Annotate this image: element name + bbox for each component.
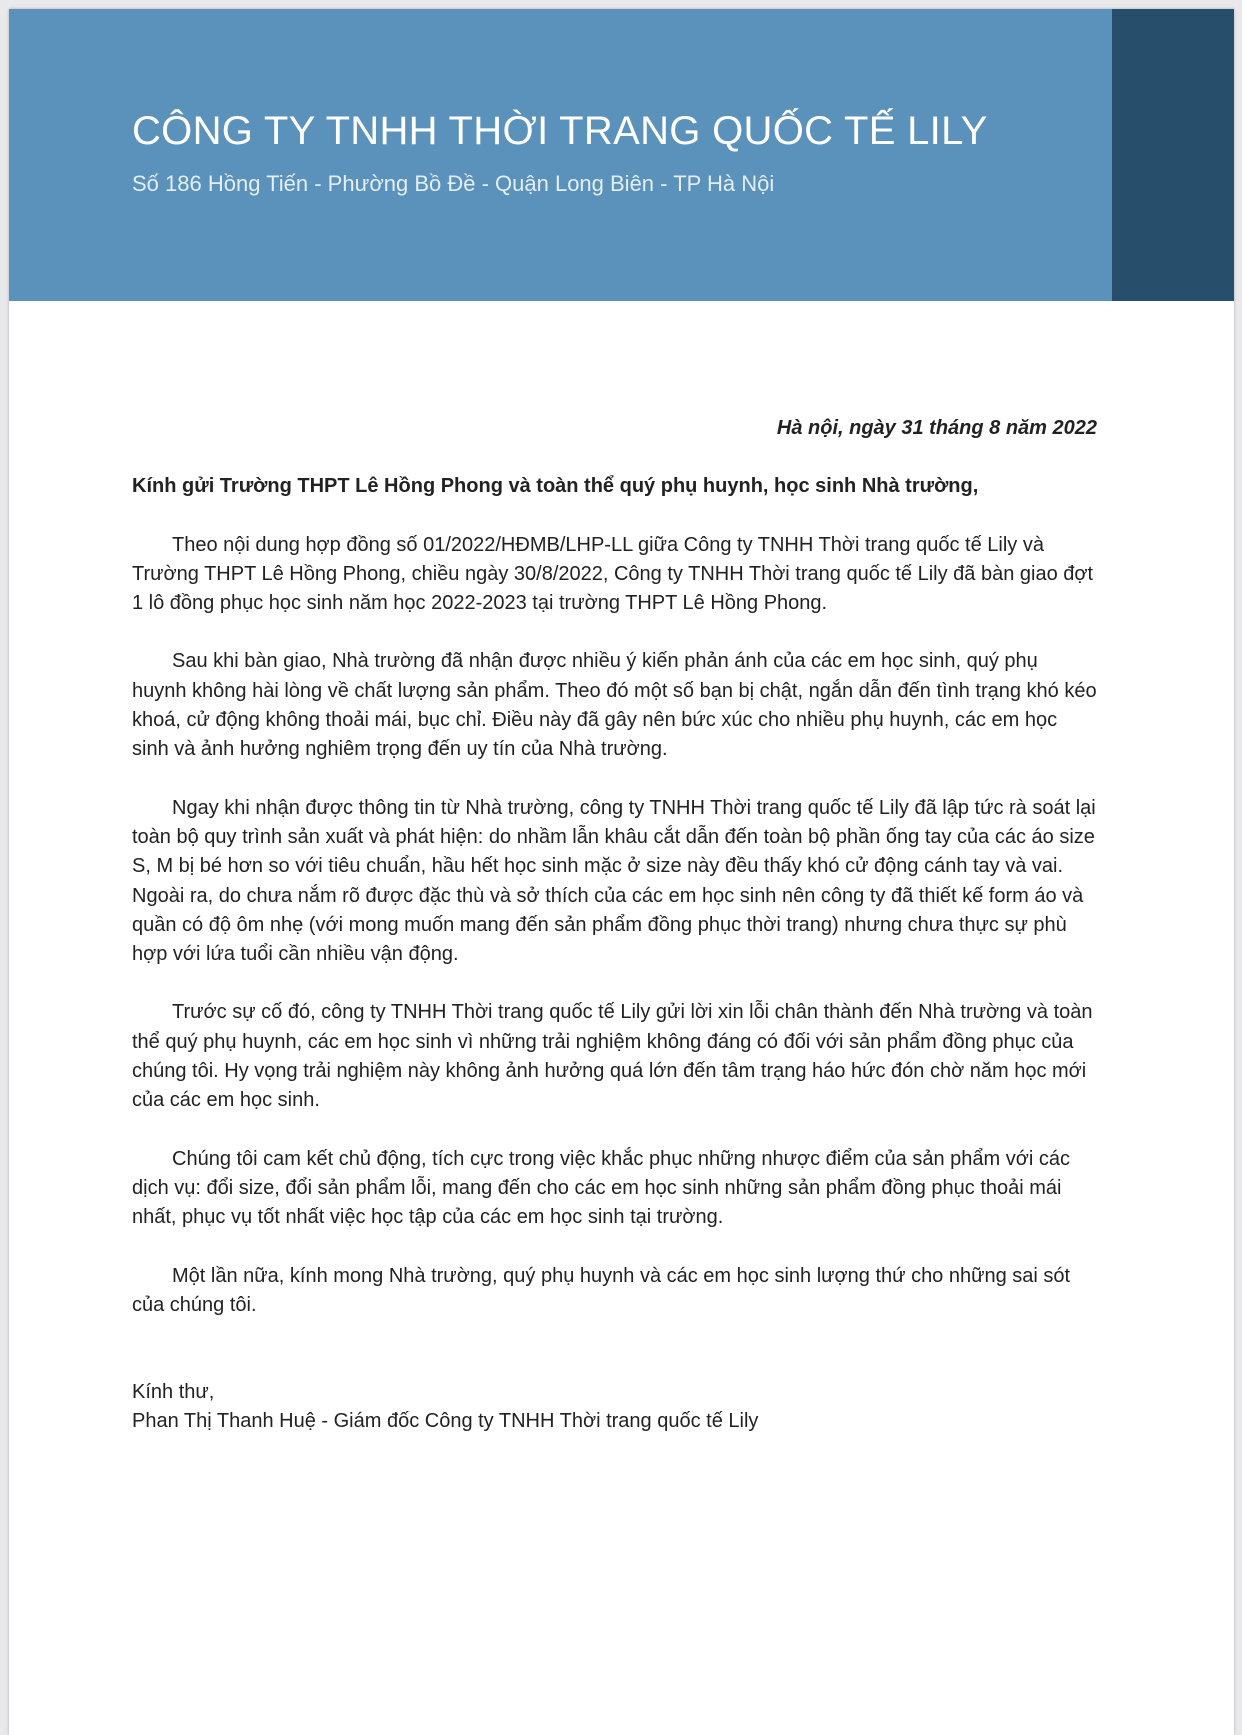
letter-closing: Kính thư, <box>132 1381 215 1404</box>
paragraph-apology: Trước sự cố đó, công ty TNHH Thời trang quốc tế Lily gửi lời xin lỗi chân thành đến Nhà trường và toàn thể quý phụ huynh, các em học sinh vì những trải nghiệm không đáng có đối với sản phẩm đồng phục của chúng tôi. Hy vọng trải nghiệm này không ảnh hưởng quá lớn đến tâm trạng háo hức đón chờ năm học mới của các em học sinh. <box>132 1001 1093 1112</box>
document-page <box>9 9 1234 1735</box>
letter-date: Hà nội, ngày 31 tháng 8 năm 2022 <box>776 417 1097 439</box>
letter-salutation: Kính gửi Trường THPT Lê Hồng Phong và toàn thể quý phụ huynh, học sinh Nhà trường, <box>132 475 979 498</box>
letter-body <box>132 414 1097 1437</box>
letterhead-banner <box>9 9 1234 301</box>
paragraph-final-apology: Một lần nữa, kính mong Nhà trường, quý phụ huynh và các em học sinh lượng thứ cho những sai sót của chúng tôi. <box>132 1264 1071 1316</box>
paragraph-complaints: Sau khi bàn giao, Nhà trường đã nhận được nhiều ý kiến phản ánh của các em học sinh, quý phụ huynh không hài lòng về chất lượng sản phẩm. Theo đó một số bạn bị chật, ngắn dẫn đến tình trạng khó kéo khoá, cử động không thoải mái, bục chỉ. Điều này đã gây nên bức xúc cho nhiều phụ huynh, các em học sinh và ảnh hưởng nghiêm trọng đến uy tín của Nhà trường. <box>132 650 1097 761</box>
letter-signature: Phan Thị Thanh Huệ - Giám đốc Công ty TNHH Thời trang quốc tế Lily <box>132 1410 759 1433</box>
company-name: CÔNG TY TNHH THỜI TRANG QUỐC TẾ LILY <box>132 109 988 153</box>
company-address: Số 186 Hồng Tiến - Phường Bồ Đề - Quận Long Biên - TP Hà Nội <box>132 171 775 196</box>
paragraph-commitment: Chúng tôi cam kết chủ động, tích cực trong việc khắc phục những nhược điểm của sản phẩm với các dịch vụ: đổi size, đổi sản phẩm lỗi, mang đến cho các em học sinh những sản phẩm đồng phục thoải mái nhất, phục vụ tốt nhất việc học tập của các em học sinh tại trường. <box>132 1147 1070 1229</box>
paragraph-investigation: Ngay khi nhận được thông tin từ Nhà trường, công ty TNHH Thời trang quốc tế Lily đã lập tức rà soát lại toàn bộ quy trình sản xuất và phát hiện: do nhầm lẫn khâu cắt dẫn đến toàn bộ phần ống tay của các áo size S, M bị bé hơn so với tiêu chuẩn, hầu hết học sinh mặc ở size này đều thấy khó cử động cánh tay và vai. Ngoài ra, do chưa nắm rõ được đặc thù và sở thích của các em học sinh nên công ty đã thiết kế form áo và quần có độ ôm nhẹ (với mong muốn mang đến sản phẩm đồng phục thời trang) nhưng chưa thực sự phù hợp với lứa tuổi cần nhiều vận động. <box>132 796 1096 966</box>
paragraph-contract: Theo nội dung hợp đồng số 01/2022/HĐMB/LHP-LL giữa Công ty TNHH Thời trang quốc tế Lily và Trường THPT Lê Hồng Phong, chiều ngày 30/8/2022, Công ty TNHH Thời trang quốc tế Lily đã bàn giao đợt 1 lô đồng phục học sinh năm học 2022-2023 tại trường THPT Lê Hồng Phong. <box>132 533 1094 615</box>
letterhead-accent-bar <box>1112 9 1234 301</box>
letter-closing-block <box>132 1378 1097 1437</box>
